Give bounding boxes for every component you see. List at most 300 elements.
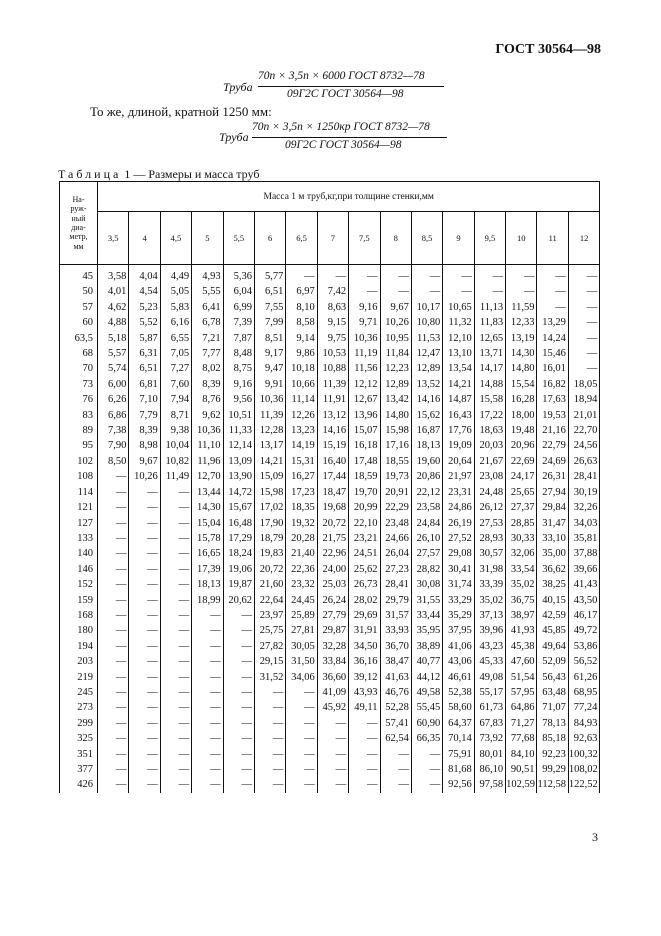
mass-cell: 34,06 <box>286 670 317 685</box>
mass-cell: — <box>192 639 223 654</box>
mass-cell: — <box>349 762 380 777</box>
mass-cell: 7,79 <box>129 408 160 423</box>
mass-cell: 62,54 <box>380 731 411 746</box>
mass-cell: 37,13 <box>474 608 505 623</box>
mass-cell: 9,14 <box>286 331 317 346</box>
mass-cell: 24,66 <box>380 531 411 546</box>
mass-cell: 14,88 <box>474 377 505 392</box>
table-row <box>60 654 600 669</box>
mass-cell: — <box>98 777 129 792</box>
mass-cell: 24,17 <box>506 469 537 484</box>
mass-cell: 24,51 <box>349 546 380 561</box>
outer-diameter-cell: 245 <box>60 685 98 700</box>
mass-cell: 21,97 <box>443 469 474 484</box>
mass-cell: — <box>537 284 568 299</box>
mass-cell: — <box>537 265 568 285</box>
mass-cell: 11,96 <box>192 454 223 469</box>
mass-cell: 33,84 <box>317 654 348 669</box>
table-row <box>60 485 600 500</box>
mass-cell: 57,41 <box>380 716 411 731</box>
mass-cell: 10,04 <box>160 438 191 453</box>
mass-cell: — <box>286 700 317 715</box>
mass-cell: 18,00 <box>506 408 537 423</box>
mass-cell: 108,02 <box>568 762 600 777</box>
mass-cell: 18,35 <box>286 500 317 515</box>
mass-cell: 8,75 <box>223 361 254 376</box>
mass-cell: 6,86 <box>98 408 129 423</box>
mass-cell: 26,24 <box>317 593 348 608</box>
table-caption-number: 1 <box>124 167 131 181</box>
mass-cell: 14,16 <box>317 423 348 438</box>
mass-cell: 26,73 <box>349 577 380 592</box>
mass-cell: 18,05 <box>568 377 600 392</box>
mass-cell: 19,32 <box>286 516 317 531</box>
mass-cell: 10,88 <box>317 361 348 376</box>
mass-cell: 12,28 <box>254 423 285 438</box>
mass-cell: — <box>160 516 191 531</box>
mass-cell: 10,66 <box>286 377 317 392</box>
mass-cell: — <box>98 500 129 515</box>
mass-cell: — <box>129 777 160 792</box>
mass-cell: 6,51 <box>254 284 285 299</box>
mass-cell: 29,15 <box>254 654 285 669</box>
mass-cell: 15,04 <box>192 516 223 531</box>
mass-cell: — <box>98 608 129 623</box>
mass-cell: — <box>254 777 285 792</box>
mass-cell: — <box>98 485 129 500</box>
table-row <box>60 670 600 685</box>
formula-1-label: Труба <box>223 80 253 94</box>
mass-cell: 12,10 <box>443 331 474 346</box>
mass-cell: 11,59 <box>506 300 537 315</box>
mass-cell: 52,38 <box>443 685 474 700</box>
outer-diameter-cell: 121 <box>60 500 98 515</box>
mass-cell: 122,52 <box>568 777 600 792</box>
mass-cell: 11,53 <box>411 331 442 346</box>
mass-cell: — <box>254 762 285 777</box>
mass-cell: 16,82 <box>537 377 568 392</box>
page-number: 3 <box>592 830 598 844</box>
table-row <box>60 377 600 392</box>
outer-diameter-cell: 45 <box>60 265 98 285</box>
mass-cell: — <box>254 716 285 731</box>
table-row <box>60 747 600 762</box>
mass-cell: — <box>349 777 380 792</box>
mass-cell: 11,39 <box>317 377 348 392</box>
mass-cell: 18,13 <box>192 577 223 592</box>
outer-diameter-cell: 146 <box>60 562 98 577</box>
mass-cell: 19,68 <box>317 500 348 515</box>
mass-cell: 27,79 <box>317 608 348 623</box>
outer-diameter-cell: 127 <box>60 516 98 531</box>
mass-cell: 23,48 <box>380 516 411 531</box>
mass-cell: 22,69 <box>506 454 537 469</box>
outer-diameter-cell: 50 <box>60 284 98 299</box>
mass-cell: — <box>129 762 160 777</box>
mass-cell: 26,04 <box>380 546 411 561</box>
mass-cell: 31,47 <box>537 516 568 531</box>
mass-cell: 20,28 <box>286 531 317 546</box>
mass-cell: 85,18 <box>537 731 568 746</box>
table-row <box>60 469 600 484</box>
mass-cell: 10,65 <box>443 300 474 315</box>
mass-cell: — <box>98 577 129 592</box>
mass-cell: 20,96 <box>506 438 537 453</box>
table-row <box>60 762 600 777</box>
outer-diameter-cell: 133 <box>60 531 98 546</box>
mass-cell: 56,43 <box>537 670 568 685</box>
outer-diameter-cell: 83 <box>60 408 98 423</box>
outer-diameter-cell: 325 <box>60 731 98 746</box>
mass-cell: — <box>192 654 223 669</box>
mass-cell: 36,75 <box>506 593 537 608</box>
mass-cell: — <box>317 731 348 746</box>
mass-cell: 6,26 <box>98 392 129 407</box>
outer-diameter-cell: 140 <box>60 546 98 561</box>
mass-cell: — <box>160 762 191 777</box>
mass-cell: — <box>129 562 160 577</box>
mass-cell: 52,28 <box>380 700 411 715</box>
mass-cell: 73,92 <box>474 731 505 746</box>
formula-2-label: Труба <box>219 130 249 144</box>
mass-cell: 18,94 <box>568 392 600 407</box>
mass-cell: 33,29 <box>443 593 474 608</box>
thickness-header: 6,5 <box>286 212 317 265</box>
mass-cell: — <box>129 500 160 515</box>
mass-cell: 19,60 <box>411 454 442 469</box>
mass-cell: 33,39 <box>474 577 505 592</box>
mass-cell: 11,84 <box>380 346 411 361</box>
mass-cell: — <box>98 639 129 654</box>
mass-cell: 14,87 <box>443 392 474 407</box>
thickness-header: 6 <box>254 212 285 265</box>
mass-cell: 29,84 <box>537 500 568 515</box>
mass-cell: 33,93 <box>380 623 411 638</box>
mass-cell: 38,97 <box>506 608 537 623</box>
table-row <box>60 284 600 299</box>
mass-cell: 16,87 <box>411 423 442 438</box>
mass-cell: 58,60 <box>443 700 474 715</box>
mass-cell: 28,02 <box>349 593 380 608</box>
mass-cell: 23,32 <box>286 577 317 592</box>
mass-cell: 6,99 <box>223 300 254 315</box>
mass-cell: 23,58 <box>411 500 442 515</box>
mass-cell: 6,51 <box>129 361 160 376</box>
mass-cell: 84,10 <box>506 747 537 762</box>
formula-2-numerator: 70п × 3,5п × 1250кр ГОСТ 8732—78 <box>252 121 430 133</box>
mass-cell: 28,41 <box>568 469 600 484</box>
thickness-header: 12 <box>568 212 600 265</box>
mass-cell: 11,49 <box>160 469 191 484</box>
mass-cell: 4,93 <box>192 265 223 285</box>
mass-cell: 11,10 <box>192 438 223 453</box>
mass-cell: — <box>349 731 380 746</box>
mass-cell: 30,19 <box>568 485 600 500</box>
table-row <box>60 500 600 515</box>
mass-cell: 30,57 <box>474 546 505 561</box>
mass-cell: 17,23 <box>286 485 317 500</box>
mass-cell: 25,89 <box>286 608 317 623</box>
mass-cell: 19,09 <box>443 438 474 453</box>
mass-cell: 7,94 <box>160 392 191 407</box>
mass-cell: 16,01 <box>537 361 568 376</box>
mass-cell: 27,82 <box>254 639 285 654</box>
mass-cell: — <box>160 577 191 592</box>
mass-cell: 64,37 <box>443 716 474 731</box>
mass-cell: 8,02 <box>192 361 223 376</box>
mass-cell: — <box>317 762 348 777</box>
mass-cell: — <box>129 670 160 685</box>
mass-cell: 29,08 <box>443 546 474 561</box>
mass-cell: — <box>317 777 348 792</box>
mass-cell: 12,23 <box>380 361 411 376</box>
mass-cell: 38,89 <box>411 639 442 654</box>
mass-cell: 18,79 <box>254 531 285 546</box>
mass-cell: 9,16 <box>349 300 380 315</box>
table-header-row <box>60 182 600 212</box>
mass-cell: 71,27 <box>506 716 537 731</box>
mass-cell: 28,82 <box>411 562 442 577</box>
mass-cell: — <box>192 608 223 623</box>
thickness-header: 9,5 <box>474 212 505 265</box>
mass-cell: 36,60 <box>317 670 348 685</box>
mass-cell: 9,67 <box>129 454 160 469</box>
mass-cell: 22,79 <box>537 438 568 453</box>
table-caption-text: — Размеры и масса труб <box>133 167 260 181</box>
table-row <box>60 454 600 469</box>
mass-cell: — <box>98 731 129 746</box>
mass-cell: 13,52 <box>411 377 442 392</box>
mass-cell: — <box>160 608 191 623</box>
mass-cell: 10,95 <box>380 331 411 346</box>
mass-cell: — <box>129 731 160 746</box>
mass-cell: — <box>223 670 254 685</box>
mass-cell: 6,97 <box>286 284 317 299</box>
mass-cell: 12,12 <box>349 377 380 392</box>
table-row <box>60 408 600 423</box>
mass-cell: 6,78 <box>192 315 223 330</box>
mass-cell: 27,37 <box>506 500 537 515</box>
mass-cell: 40,15 <box>537 593 568 608</box>
mass-cell: 15,98 <box>380 423 411 438</box>
table-body <box>60 265 600 793</box>
mass-cell: 12,89 <box>411 361 442 376</box>
mass-cell: — <box>160 700 191 715</box>
mass-cell: — <box>380 747 411 762</box>
mass-cell: 4,62 <box>98 300 129 315</box>
mass-cell: 18,47 <box>317 485 348 500</box>
mass-cell: — <box>160 670 191 685</box>
mass-cell: 33,10 <box>537 531 568 546</box>
mass-cell: 5,83 <box>160 300 191 315</box>
mass-cell: — <box>317 716 348 731</box>
mass-cell: — <box>160 562 191 577</box>
mass-cell: 49,64 <box>537 639 568 654</box>
table-row <box>60 639 600 654</box>
mass-cell: 41,43 <box>568 577 600 592</box>
mass-cell: — <box>223 777 254 792</box>
mass-cell: 63,48 <box>537 685 568 700</box>
mass-cell: 5,87 <box>129 331 160 346</box>
mass-cell: 41,09 <box>317 685 348 700</box>
mass-cell: 31,57 <box>380 608 411 623</box>
mass-cell: 38,47 <box>380 654 411 669</box>
mass-cell: 61,73 <box>474 700 505 715</box>
mass-cell: — <box>223 716 254 731</box>
mass-cell: 27,23 <box>380 562 411 577</box>
mass-cell: 5,52 <box>129 315 160 330</box>
mass-cell: 4,04 <box>129 265 160 285</box>
mass-cell: 21,60 <box>254 577 285 592</box>
mass-cell: — <box>129 700 160 715</box>
mass-cell: 15,62 <box>411 408 442 423</box>
length-note: То же, длиной, кратной 1250 мм: <box>90 104 272 119</box>
mass-cell: 27,57 <box>411 546 442 561</box>
thickness-header: 9 <box>443 212 474 265</box>
mass-cell: — <box>286 777 317 792</box>
mass-cell: 66,35 <box>411 731 442 746</box>
table-row <box>60 593 600 608</box>
mass-cell: 7,38 <box>98 423 129 438</box>
mass-cell: 22,10 <box>349 516 380 531</box>
table-row <box>60 685 600 700</box>
mass-cell: 17,22 <box>474 408 505 423</box>
mass-cell: — <box>98 762 129 777</box>
outer-diameter-cell: 168 <box>60 608 98 623</box>
mass-cell: 11,91 <box>317 392 348 407</box>
mass-cell: 7,10 <box>129 392 160 407</box>
mass-cell: 27,94 <box>537 485 568 500</box>
table-row <box>60 546 600 561</box>
mass-cell: 13,71 <box>474 346 505 361</box>
mass-cell: 26,63 <box>568 454 600 469</box>
mass-cell: 75,91 <box>443 747 474 762</box>
mass-cell: 31,55 <box>411 593 442 608</box>
mass-cell: 9,75 <box>317 331 348 346</box>
mass-cell: 38,25 <box>537 577 568 592</box>
mass-cell: 13,96 <box>349 408 380 423</box>
mass-cell: 10,51 <box>223 408 254 423</box>
mass-cell: — <box>192 762 223 777</box>
mass-cell: 14,30 <box>192 500 223 515</box>
mass-cell: — <box>349 265 380 285</box>
outer-diameter-header-line: мм <box>73 241 84 251</box>
mass-cell: 35,81 <box>568 531 600 546</box>
mass-cell: 52,09 <box>537 654 568 669</box>
mass-cell: 64,86 <box>506 700 537 715</box>
formula-2-bar <box>252 137 447 138</box>
mass-cell: 8,76 <box>192 392 223 407</box>
outer-diameter-cell: 70 <box>60 361 98 376</box>
mass-cell: — <box>349 747 380 762</box>
mass-cell: — <box>129 747 160 762</box>
thickness-header: 8 <box>380 212 411 265</box>
outer-diameter-cell: 114 <box>60 485 98 500</box>
table-row <box>60 516 600 531</box>
mass-cell: — <box>192 777 223 792</box>
mass-cell: 92,23 <box>537 747 568 762</box>
mass-cell: 10,18 <box>286 361 317 376</box>
mass-cell: 24,48 <box>474 485 505 500</box>
mass-cell: 9,91 <box>254 377 285 392</box>
mass-cell: 49,08 <box>474 670 505 685</box>
outer-diameter-cell: 159 <box>60 593 98 608</box>
mass-cell: 11,83 <box>474 315 505 330</box>
mass-cell: 13,17 <box>254 438 285 453</box>
mass-cell: 43,50 <box>568 593 600 608</box>
mass-cell: — <box>160 639 191 654</box>
mass-cell: 19,83 <box>254 546 285 561</box>
mass-cell: 80,01 <box>474 747 505 762</box>
mass-cell: 12,67 <box>349 392 380 407</box>
mass-cell: 15,78 <box>192 531 223 546</box>
mass-cell: 11,14 <box>286 392 317 407</box>
mass-cell: — <box>254 685 285 700</box>
mass-cell: 20,72 <box>317 516 348 531</box>
mass-cell: 11,19 <box>349 346 380 361</box>
mass-cell: 27,53 <box>474 516 505 531</box>
outer-diameter-cell: 89 <box>60 423 98 438</box>
mass-cell: 27,52 <box>443 531 474 546</box>
table-row <box>60 438 600 453</box>
mass-cell: 4,49 <box>160 265 191 285</box>
mass-cell: 5,55 <box>192 284 223 299</box>
mass-cell: 3,58 <box>98 265 129 285</box>
mass-cell: — <box>349 716 380 731</box>
mass-cell: 18,55 <box>380 454 411 469</box>
mass-cell: 8,63 <box>317 300 348 315</box>
mass-cell: 5,77 <box>254 265 285 285</box>
mass-cell: 9,47 <box>254 361 285 376</box>
mass-cell: 13,42 <box>380 392 411 407</box>
mass-cell: 32,26 <box>568 500 600 515</box>
mass-cell: 15,09 <box>254 469 285 484</box>
mass-cell: 32,28 <box>317 639 348 654</box>
table-row <box>60 531 600 546</box>
mass-cell: 5,74 <box>98 361 129 376</box>
thickness-header: 5,5 <box>223 212 254 265</box>
thickness-header: 8,5 <box>411 212 442 265</box>
mass-cell: 34,50 <box>349 639 380 654</box>
mass-cell: 10,53 <box>317 346 348 361</box>
mass-cell: 97,58 <box>474 777 505 792</box>
mass-cell: 5,18 <box>98 331 129 346</box>
mass-cell: 43,06 <box>443 654 474 669</box>
mass-cell: — <box>286 747 317 762</box>
mass-cell: — <box>223 731 254 746</box>
mass-cell: 22,96 <box>317 546 348 561</box>
mass-cell: 60,90 <box>411 716 442 731</box>
mass-cell: — <box>568 331 600 346</box>
mass-cell: 24,00 <box>317 562 348 577</box>
mass-cell: — <box>317 747 348 762</box>
mass-cell: — <box>411 777 442 792</box>
pipe-mass-table <box>59 181 600 793</box>
mass-cell: 23,21 <box>349 531 380 546</box>
mass-cell: — <box>411 284 442 299</box>
mass-cell: 45,33 <box>474 654 505 669</box>
mass-cell: — <box>98 654 129 669</box>
mass-cell: 29,79 <box>380 593 411 608</box>
mass-cell: — <box>98 747 129 762</box>
mass-cell: 14,16 <box>411 392 442 407</box>
mass-cell: 31,52 <box>254 670 285 685</box>
mass-cell: 20,64 <box>443 454 474 469</box>
mass-cell: 15,54 <box>506 377 537 392</box>
mass-cell: 6,41 <box>192 300 223 315</box>
mass-cell: 15,19 <box>317 438 348 453</box>
mass-cell: 18,24 <box>223 546 254 561</box>
